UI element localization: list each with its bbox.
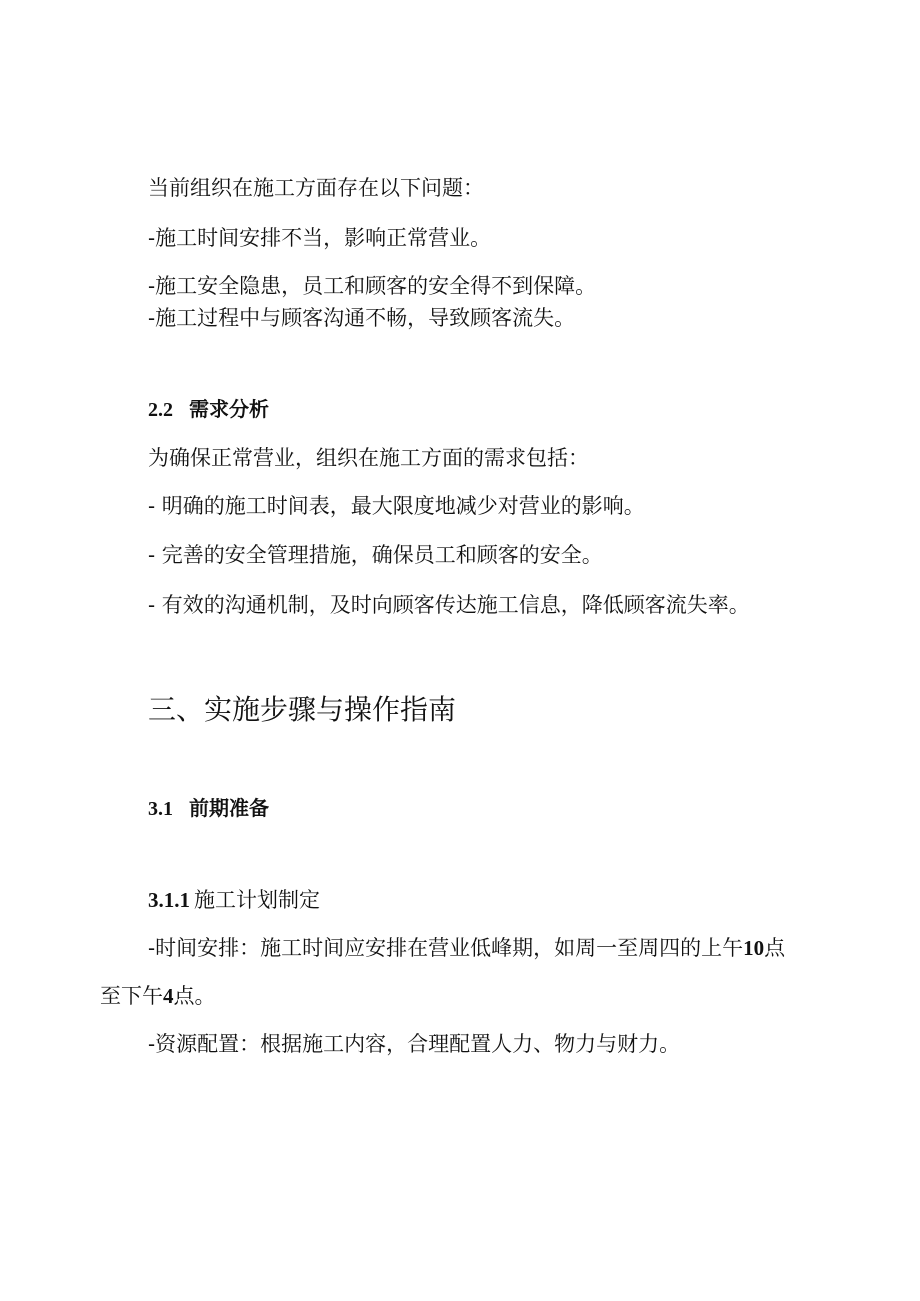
problem-item-communication: -施工过程中与顾客沟通不畅，导致顾客流失。	[148, 306, 576, 330]
problem-item-safety: -施工安全隐患，员工和顾客的安全得不到保障。	[148, 274, 597, 298]
section-3-1-1-title: 施工计划制定	[194, 888, 320, 912]
time-end-prefix: 至下午	[100, 984, 163, 1008]
time-start-value: 10	[743, 936, 765, 960]
resource-allocation: -资源配置：根据施工内容，合理配置人力、物力与财力。	[148, 1032, 681, 1056]
section-3-1-1-heading	[148, 886, 320, 914]
chapter-3-heading: 三、实施步骤与操作指南	[148, 693, 457, 726]
section-2-2-heading	[148, 395, 269, 424]
section-3-1-heading	[148, 794, 269, 823]
section-2-2-number: 2.2	[148, 399, 173, 421]
time-end-unit: 点。	[173, 984, 216, 1008]
section-3-1-number: 3.1	[148, 798, 173, 820]
time-arrangement-line-1	[148, 934, 785, 962]
time-arrangement-line-2	[100, 982, 216, 1010]
requirement-item-schedule: - 明确的施工时间表，最大限度地减少对营业的影响。	[148, 494, 645, 518]
time-start-unit: 点	[764, 936, 786, 960]
time-end-value: 4	[163, 984, 174, 1008]
section-3-1-1-number: 3.1.1	[148, 888, 190, 912]
requirements-intro: 为确保正常营业，组织在施工方面的需求包括：	[148, 446, 589, 470]
requirement-item-communication: - 有效的沟通机制，及时向顾客传达施工信息，降低顾客流失率。	[148, 593, 750, 617]
problem-item-schedule: -施工时间安排不当，影响正常营业。	[148, 226, 492, 250]
section-3-1-title: 前期准备	[189, 796, 269, 820]
section-2-2-title: 需求分析	[189, 397, 269, 421]
requirement-item-safety: - 完善的安全管理措施，确保员工和顾客的安全。	[148, 543, 603, 567]
problems-intro: 当前组织在施工方面存在以下问题：	[148, 176, 484, 200]
time-arrangement-text: -时间安排：施工时间应安排在营业低峰期，如周一至周四的上午	[148, 936, 744, 960]
